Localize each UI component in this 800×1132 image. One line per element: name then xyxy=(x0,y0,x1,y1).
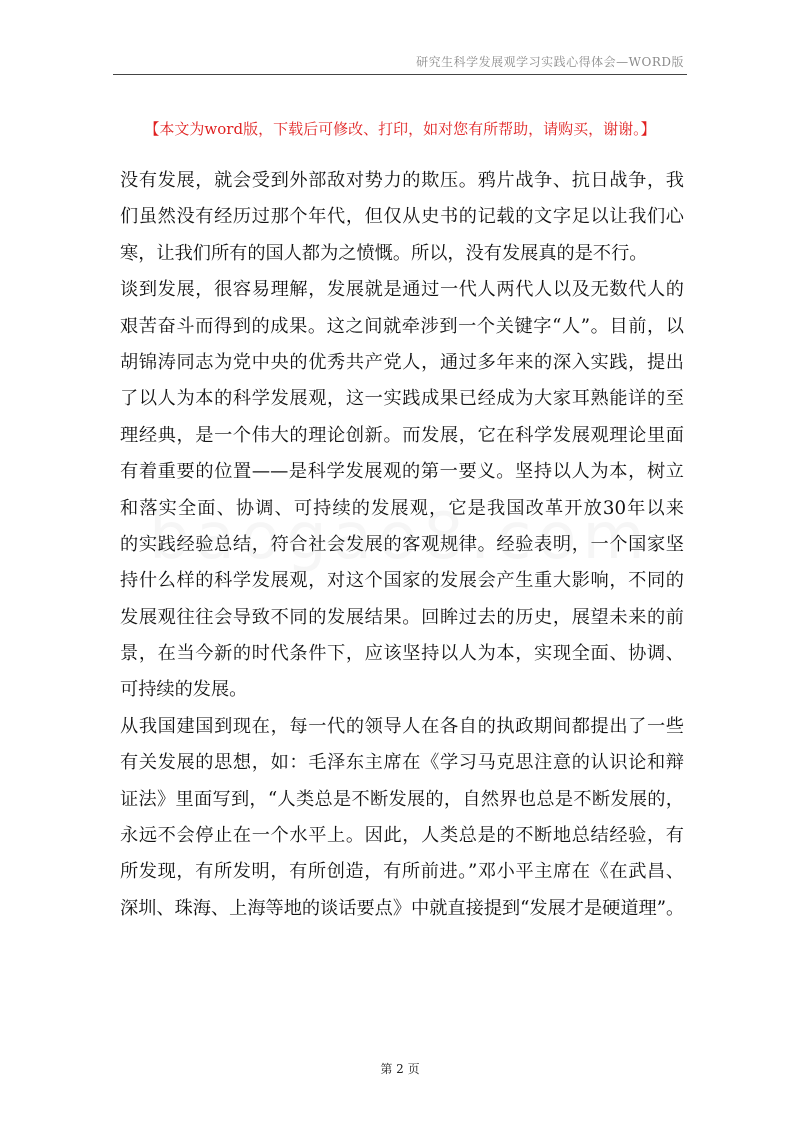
header-divider xyxy=(113,74,687,75)
text-line: 证法》里面写到，“人类总是不断发展的，自然界也总是不断发展的， xyxy=(120,788,684,810)
text-line: 发展观往往会导致不同的发展结果。回眸过去的历史，展望未来的前 xyxy=(120,606,684,628)
text-line: 持什么样的科学发展观，对这个国家的发展会产生重大影响，不同的 xyxy=(120,570,684,592)
text-line: 们虽然没有经历过那个年代，但仅从史书的记载的文字足以让我们心 xyxy=(120,206,684,228)
text-line: 有关发展的思想，如：毛泽东主席在《学习马克思注意的认识论和辩 xyxy=(120,752,684,774)
text-line: 所发现，有所发明，有所创造，有所前进。”邓小平主席在《在武昌、 xyxy=(120,861,684,883)
text-line: 有着重要的位置——是科学发展观的第一要义。坚持以人为本，树立 xyxy=(120,461,684,483)
text-line: 艰苦奋斗而得到的成果。这之间就牵涉到一个关键字“人”。目前，以 xyxy=(120,315,684,337)
download-notice: 【本文为word版，下载后可修改、打印，如对您有所帮助，请购买，谢谢。】 xyxy=(144,120,656,138)
paragraph-3 xyxy=(120,709,684,927)
text-line: 和落实全面、协调、可持续的发展观，它是我国改革开放30年以来 xyxy=(120,497,684,519)
text-line: 深圳、珠海、上海等地的谈话要点》中就直接提到“发展才是硬道理”。 xyxy=(120,897,685,919)
text-line: 从我国建国到现在，每一代的领导人在各自的执政期间都提出了一些 xyxy=(120,715,684,737)
text-line: 胡锦涛同志为党中央的优秀共产党人，通过多年来的深入实践，提出 xyxy=(120,351,684,373)
text-line: 了以人为本的科学发展观，这一实践成果已经成为大家耳熟能详的至 xyxy=(120,388,684,410)
paragraph-1 xyxy=(120,163,684,272)
text-line: 寒，让我们所有的国人都为之愤慨。所以，没有发展真的是不行。 xyxy=(120,242,648,264)
page-number: 第 2 页 xyxy=(380,1062,420,1076)
text-line: 谈到发展，很容易理解，发展就是通过一代人两代人以及无数代人的 xyxy=(120,279,684,301)
text-line: 理经典，是一个伟大的理论创新。而发展，它在科学发展观理论里面 xyxy=(120,424,684,446)
document-body xyxy=(120,163,684,927)
text-line: 永远不会停止在一个水平上。因此，人类总是的不断地总结经验，有 xyxy=(120,825,684,847)
text-line: 的实践经验总结，符合社会发展的客观规律。经验表明，一个国家坚 xyxy=(120,533,684,555)
text-line: 没有发展，就会受到外部敌对势力的欺压。鸦片战争、抗日战争，我 xyxy=(120,170,684,191)
document-header-title: 研究生科学发展观学习实践心得体会—WORD版 xyxy=(416,55,684,69)
text-line: 可持续的发展。 xyxy=(120,679,248,701)
text-line: 景，在当今新的时代条件下，应该坚持以人为本，实现全面、协调、 xyxy=(120,643,684,665)
paragraph-2 xyxy=(120,272,684,709)
